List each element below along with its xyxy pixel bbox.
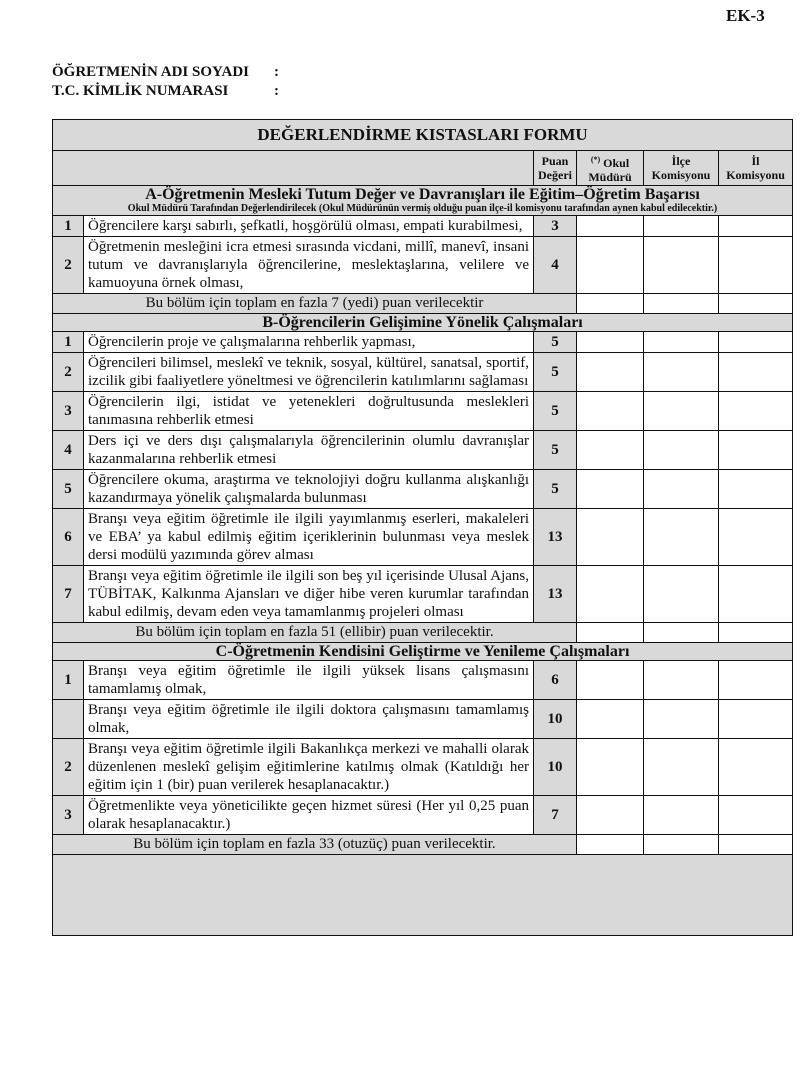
criteria-row	[53, 332, 793, 353]
province-score-cell[interactable]	[719, 509, 793, 566]
header-principal-line1: Okul	[603, 155, 630, 170]
criteria-row	[53, 392, 793, 431]
section-title: B-Öğrencilerin Gelişimine Yönelik Çalışmaları	[262, 314, 583, 331]
province-score-cell[interactable]	[719, 739, 793, 796]
criteria-points: 10	[534, 700, 577, 739]
province-score-cell[interactable]	[719, 431, 793, 470]
criteria-row	[53, 237, 793, 294]
criteria-description: Öğrencilere karşı sabırlı, şefkatli, hoşgörülü olması, empati kurabilmesi,	[84, 216, 534, 237]
principal-score-cell[interactable]	[577, 216, 644, 237]
district-score-cell[interactable]	[644, 739, 719, 796]
criteria-points: 5	[534, 353, 577, 392]
district-score-cell[interactable]	[644, 566, 719, 623]
principal-score-cell[interactable]	[577, 237, 644, 294]
criteria-description: Öğrencilere okuma, araştırma ve teknolojiyi doğru kullanma alışkanlığı kazandırmaya yönelik çalışmalarda bulunması	[84, 470, 534, 509]
district-total-cell[interactable]	[644, 623, 719, 643]
header-district-committee	[644, 151, 719, 186]
header-points-line2: Değeri	[538, 168, 572, 182]
criteria-description: Branşı veya eğitim öğretimle ile ilgili son beş yıl içerisinde Ulusal Ajans, TÜBİTAK, Kalkınma Ajansları ve diğer hibe veren kurumlar tarafından kabul edilmiş, devam eden veya tamamlanmış projeleri olması	[84, 566, 534, 623]
annex-label: EK-3	[726, 6, 765, 25]
principal-score-cell[interactable]	[577, 739, 644, 796]
district-score-cell[interactable]	[644, 796, 719, 835]
criteria-points: 7	[534, 796, 577, 835]
criteria-description: Branşı veya eğitim öğretimle ilgili Bakanlıkça merkezi ve mahalli olarak düzenlenen meslekî gelişim eğitimlerine katılmış olmak (Katıldığı her eğitim için 1 (bir) puan verilerek hesaplanacaktır.)	[84, 739, 534, 796]
principal-score-cell[interactable]	[577, 392, 644, 431]
district-score-cell[interactable]	[644, 431, 719, 470]
footer-blank-area	[53, 855, 793, 936]
criteria-points: 6	[534, 661, 577, 700]
section-title-cell	[53, 186, 793, 216]
footer-row	[53, 855, 793, 936]
principal-score-cell[interactable]	[577, 470, 644, 509]
teacher-id-separator: :	[274, 83, 279, 99]
section-title-cell	[53, 643, 793, 661]
criteria-row	[53, 509, 793, 566]
section-total-row	[53, 835, 793, 855]
section-total-row	[53, 294, 793, 314]
province-score-cell[interactable]	[719, 566, 793, 623]
criteria-number: 2	[53, 353, 84, 392]
criteria-row	[53, 796, 793, 835]
criteria-description: Öğretmenlikte veya yöneticilikte geçen hizmet süresi (Her yıl 0,25 puan olarak hesaplanacaktır.)	[84, 796, 534, 835]
province-score-cell[interactable]	[719, 216, 793, 237]
criteria-row	[53, 566, 793, 623]
criteria-description: Ders içi ve ders dışı çalışmalarıyla öğrencilerinin olumlu davranışlar kazanmalarına rehberlik etmesi	[84, 431, 534, 470]
principal-total-cell[interactable]	[577, 835, 644, 855]
principal-total-cell[interactable]	[577, 294, 644, 314]
criteria-number: 3	[53, 796, 84, 835]
district-score-cell[interactable]	[644, 392, 719, 431]
principal-score-cell[interactable]	[577, 353, 644, 392]
criteria-number: 6	[53, 509, 84, 566]
criteria-number: 2	[53, 237, 84, 294]
header-province-line2: Komisyonu	[726, 168, 785, 182]
criteria-description: Branşı veya eğitim öğretimle ile ilgili yüksek lisans çalışmasını tamamlamış olmak,	[84, 661, 534, 700]
section-total-note: Bu bölüm için toplam en fazla 7 (yedi) puan verilecektir	[53, 294, 577, 314]
province-total-cell[interactable]	[719, 623, 793, 643]
district-score-cell[interactable]	[644, 509, 719, 566]
criteria-number	[53, 700, 84, 739]
criteria-number: 1	[53, 332, 84, 353]
header-blank	[53, 151, 534, 186]
district-score-cell[interactable]	[644, 332, 719, 353]
criteria-description: Öğretmenin mesleğini icra etmesi sırasında vicdani, millî, manevî, insani tutum ve davranışlarıyla öğrencilerine, meslektaşlarına, velilere ve kamuoyuna örnek olması,	[84, 237, 534, 294]
district-total-cell[interactable]	[644, 835, 719, 855]
criteria-number: 3	[53, 392, 84, 431]
section-total-row	[53, 623, 793, 643]
criteria-description: Öğrencilerin ilgi, istidat ve yetenekleri doğrultusunda meslekleri tanımasına rehberlik etmesi	[84, 392, 534, 431]
principal-score-cell[interactable]	[577, 332, 644, 353]
criteria-points: 10	[534, 739, 577, 796]
header-province-committee	[719, 151, 793, 186]
section-subtitle: Okul Müdürü Tarafından Değerlendirilecek (Okul Müdürünün vermiş olduğu puan ilçe-il komisyonu tarafından aynen kabul edilecektir.)	[127, 203, 718, 214]
criteria-points: 3	[534, 216, 577, 237]
province-score-cell[interactable]	[719, 470, 793, 509]
section-header	[53, 643, 793, 661]
province-score-cell[interactable]	[719, 237, 793, 294]
criteria-description: Branşı veya eğitim öğretimle ile ilgili yayımlanmış eserleri, makaleleri ve EBA’ ya kabul edilmiş eğitim içeriklerinin bulunması veya meslek dersi modülü yazımında görev alması	[84, 509, 534, 566]
section-header	[53, 314, 793, 332]
district-score-cell[interactable]	[644, 700, 719, 739]
criteria-number: 7	[53, 566, 84, 623]
criteria-row	[53, 353, 793, 392]
section-total-note: Bu bölüm için toplam en fazla 33 (otuzüç) puan verilecektir.	[53, 835, 577, 855]
criteria-number: 1	[53, 216, 84, 237]
header-points-line1: Puan	[541, 154, 569, 168]
criteria-points: 5	[534, 431, 577, 470]
criteria-points: 13	[534, 509, 577, 566]
header-principal-marker: (*)	[590, 154, 601, 164]
criteria-number: 5	[53, 470, 84, 509]
evaluation-criteria-form	[52, 119, 793, 936]
province-score-cell[interactable]	[719, 796, 793, 835]
section-total-note: Bu bölüm için toplam en fazla 51 (ellibir) puan verilecektir.	[53, 623, 577, 643]
criteria-row	[53, 700, 793, 739]
section-title-cell	[53, 314, 793, 332]
district-score-cell[interactable]	[644, 353, 719, 392]
province-score-cell[interactable]	[719, 661, 793, 700]
criteria-points: 13	[534, 566, 577, 623]
teacher-identity	[52, 63, 288, 101]
criteria-row	[53, 661, 793, 700]
principal-score-cell[interactable]	[577, 700, 644, 739]
province-total-cell[interactable]	[719, 294, 793, 314]
criteria-points: 5	[534, 332, 577, 353]
criteria-number: 4	[53, 431, 84, 470]
principal-score-cell[interactable]	[577, 796, 644, 835]
principal-score-cell[interactable]	[577, 509, 644, 566]
section-title: A-Öğretmenin Mesleki Tutum Değer ve Davranışları ile Eğitim–Öğretim Başarısı	[145, 186, 700, 203]
teacher-name-label: ÖĞRETMENİN ADI SOYADI	[52, 64, 249, 80]
district-score-cell[interactable]	[644, 470, 719, 509]
criteria-description: Öğrencilerin proje ve çalışmalarına rehberlik yapması,	[84, 332, 534, 353]
criteria-description: Branşı veya eğitim öğretimle ile ilgili doktora çalışmasını tamamlamış olmak,	[84, 700, 534, 739]
criteria-description: Öğrencileri bilimsel, meslekî ve teknik, sosyal, kültürel, sanatsal, sportif, izcilik gibi faaliyetlere yöneltmesi ve öğrencilerin katılımlarını sağlaması	[84, 353, 534, 392]
criteria-row	[53, 216, 793, 237]
header-principal	[577, 151, 644, 186]
criteria-row	[53, 739, 793, 796]
header-district-line2: Komisyonu	[651, 168, 711, 182]
district-score-cell[interactable]	[644, 237, 719, 294]
section-header	[53, 186, 793, 216]
header-principal-line2: Müdürü	[588, 169, 632, 184]
criteria-row	[53, 470, 793, 509]
teacher-name-separator: :	[274, 64, 279, 80]
province-score-cell[interactable]	[719, 353, 793, 392]
province-total-cell[interactable]	[719, 835, 793, 855]
province-score-cell[interactable]	[719, 392, 793, 431]
header-province-line1: İl	[751, 154, 760, 168]
criteria-points: 5	[534, 470, 577, 509]
principal-score-cell[interactable]	[577, 661, 644, 700]
province-score-cell[interactable]	[719, 700, 793, 739]
criteria-number: 1	[53, 661, 84, 700]
district-total-cell[interactable]	[644, 294, 719, 314]
principal-score-cell[interactable]	[577, 431, 644, 470]
form-title: DEĞERLENDİRME KISTASLARI FORMU	[53, 120, 793, 151]
principal-score-cell[interactable]	[577, 566, 644, 623]
criteria-row	[53, 431, 793, 470]
teacher-id-label: T.C. KİMLİK NUMARASI	[52, 83, 229, 99]
section-title: C-Öğretmenin Kendisini Geliştirme ve Yenileme Çalışmaları	[215, 643, 630, 660]
district-score-cell[interactable]	[644, 216, 719, 237]
criteria-points: 5	[534, 392, 577, 431]
criteria-points: 4	[534, 237, 577, 294]
province-score-cell[interactable]	[719, 332, 793, 353]
header-district-line1: İlçe	[671, 154, 691, 168]
principal-total-cell[interactable]	[577, 623, 644, 643]
criteria-number: 2	[53, 739, 84, 796]
district-score-cell[interactable]	[644, 661, 719, 700]
header-points	[534, 151, 577, 186]
